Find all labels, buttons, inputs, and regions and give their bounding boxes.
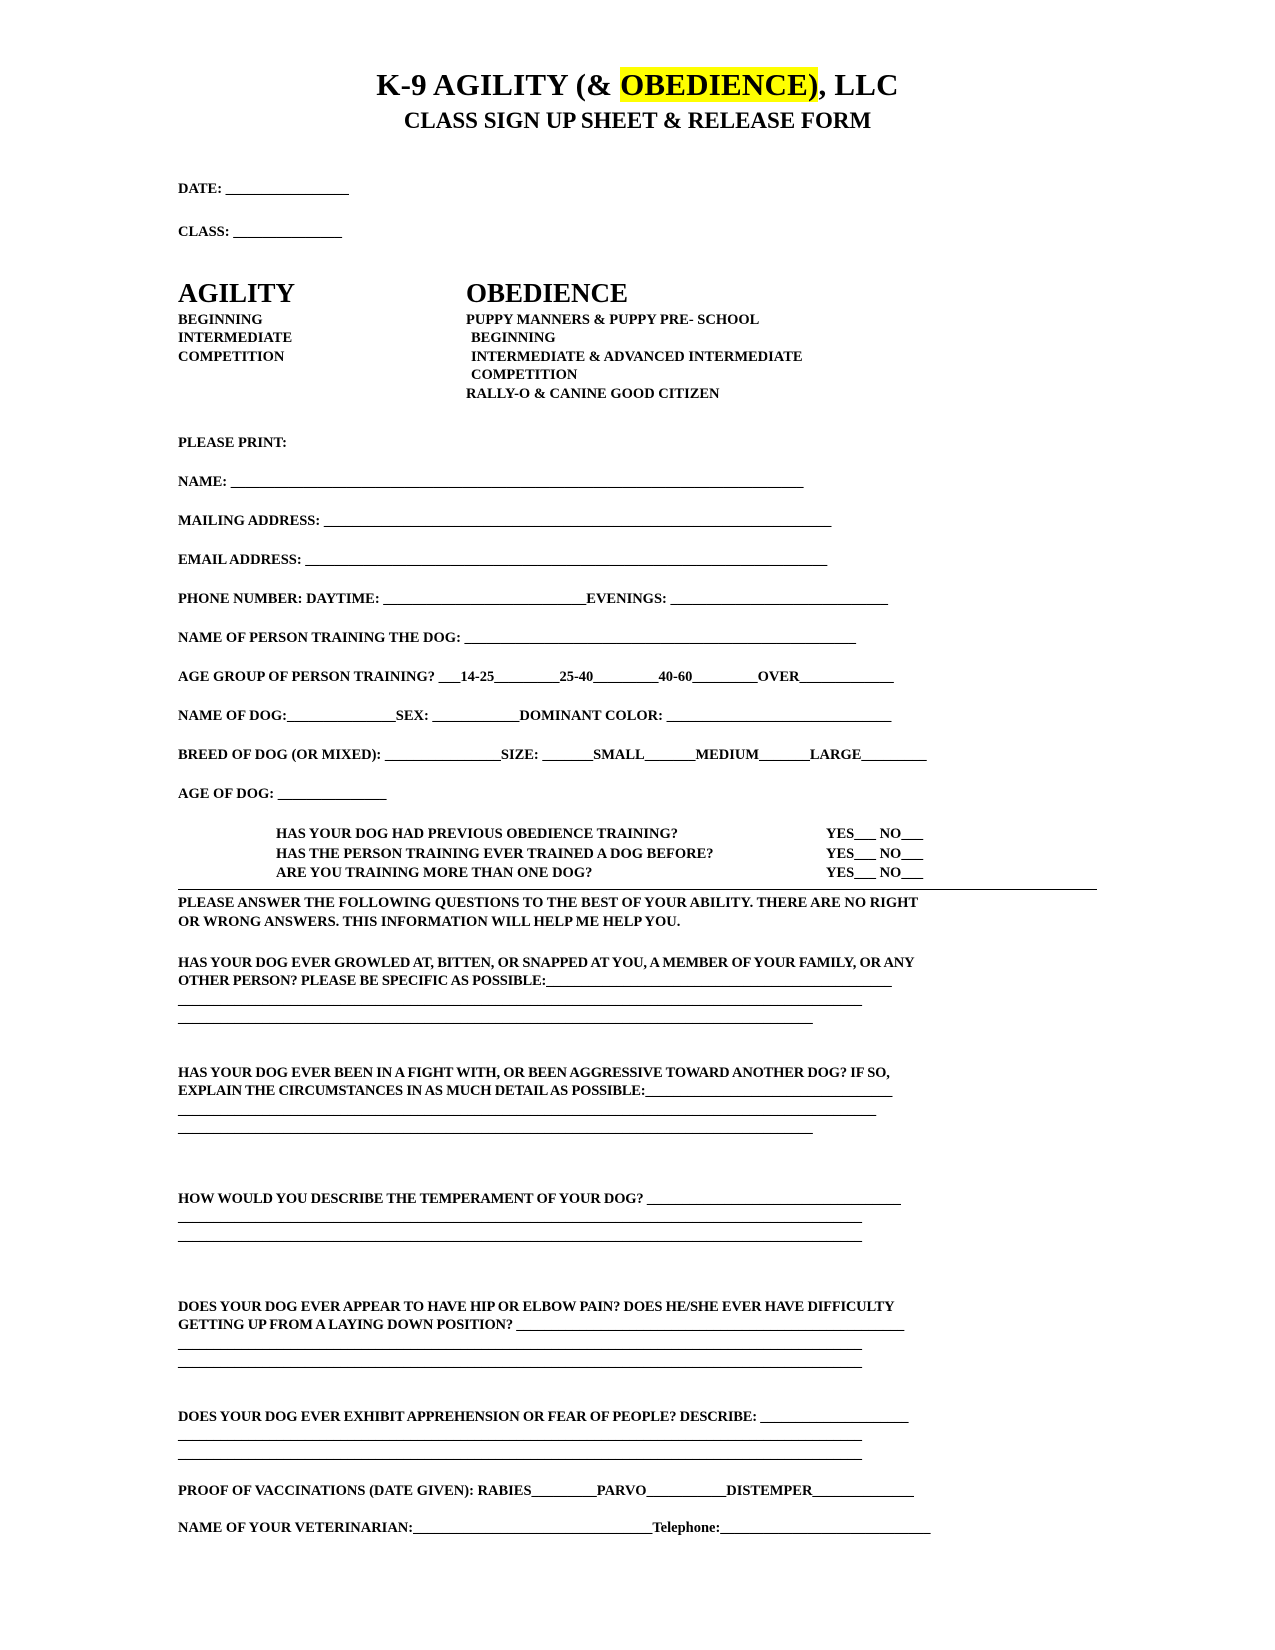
question-line: HAS YOUR DOG EVER GROWLED AT, BITTEN, OR SNAPPED AT YOU, A MEMBER OF YOUR FAMILY, OR ANY: [178, 954, 915, 971]
obedience-column: [466, 279, 1097, 403]
yes-no-question-text: HAS YOUR DOG HAD PREVIOUS OBEDIENCE TRAINING?: [276, 826, 679, 843]
dog-name-field[interactable]: NAME OF DOG:_______________SEX: ____________DOMINANT COLOR: _______________________________: [178, 708, 892, 725]
title-highlight: OBEDIENCE): [620, 67, 819, 102]
yes-no-row: [276, 864, 1097, 883]
obedience-heading: OBEDIENCE: [466, 278, 629, 309]
email-address-field[interactable]: EMAIL ADDRESS: ________________________________________________________________________: [178, 552, 828, 569]
question-line: EXPLAIN THE CIRCUMSTANCES IN AS MUCH DETAIL AS POSSIBLE:___________________________________: [178, 1083, 893, 1100]
answer-line[interactable]: _________________________________________________________________________________________________: [178, 991, 862, 1008]
agility-heading: AGILITY: [178, 278, 296, 309]
name-field[interactable]: NAME: _______________________________________________________________________________: [178, 474, 804, 491]
vaccinations-field[interactable]: PROOF OF VACCINATIONS (DATE GIVEN): RABIES_________PARVO___________DISTEMPER______________: [178, 1483, 914, 1500]
document-header: [178, 0, 1097, 133]
answer-line[interactable]: _________________________________________________________________________________________________: [178, 1445, 862, 1462]
yes-no-answer[interactable]: YES___ NO___: [826, 864, 924, 881]
page-title: [178, 68, 1097, 102]
agility-column: [178, 279, 466, 403]
agility-item[interactable]: COMPETITION: [178, 348, 285, 365]
obedience-item[interactable]: COMPETITION: [471, 367, 578, 384]
phone-number-field[interactable]: PHONE NUMBER: DAYTIME: ____________________________EVENINGS: ______________________________: [178, 591, 888, 608]
mailing-address-field[interactable]: MAILING ADDRESS: ______________________________________________________________________: [178, 513, 832, 530]
agility-item[interactable]: BEGINNING: [178, 311, 263, 328]
hip-elbow-pain-question[interactable]: [178, 1298, 1097, 1372]
class-options-columns: [178, 279, 1097, 403]
question-line: DOES YOUR DOG EVER EXHIBIT APPREHENSION OR FEAR OF PEOPLE? DESCRIBE: _____________________: [178, 1408, 909, 1425]
yes-no-question-block: [276, 825, 1097, 882]
answer-line[interactable]: _________________________________________________________________________________________________: [178, 1228, 862, 1244]
answer-line[interactable]: ___________________________________________________________________________________________________: [178, 1101, 876, 1118]
dog-fight-question[interactable]: [178, 1064, 1097, 1138]
question-line: HOW WOULD YOU DESCRIBE THE TEMPERAMENT OF YOUR DOG? ____________________________________: [178, 1190, 901, 1207]
question-line: DOES YOUR DOG EVER APPEAR TO HAVE HIP OR ELBOW PAIN? DOES HE/SHE EVER HAVE DIFFICULTY: [178, 1298, 895, 1315]
age-group-field[interactable]: AGE GROUP OF PERSON TRAINING? ___14-25_________25-40_________40-60_________OVER_____________: [178, 669, 894, 686]
agility-item[interactable]: INTERMEDIATE: [178, 330, 293, 347]
yes-no-row: [276, 825, 1097, 844]
obedience-list: [466, 311, 1097, 404]
instructions-paragraph: [178, 894, 1097, 932]
question-line: OTHER PERSON? PLEASE BE SPECIFIC AS POSSIBLE:_________________________________________________: [178, 973, 892, 990]
question-line: GETTING UP FROM A LAYING DOWN POSITION? _______________________________________________________: [178, 1317, 905, 1334]
obedience-item[interactable]: RALLY-O & CANINE GOOD CITIZEN: [466, 385, 720, 402]
yes-no-answer[interactable]: YES___ NO___: [826, 845, 924, 862]
please-print-label: PLEASE PRINT:: [178, 435, 287, 452]
yes-no-row: [276, 845, 1097, 864]
answer-line[interactable]: _________________________________________________________________________________________________: [178, 1335, 862, 1352]
obedience-item[interactable]: PUPPY MANNERS & PUPPY PRE- SCHOOL: [466, 311, 760, 328]
date-field[interactable]: DATE: _________________: [178, 181, 349, 198]
obedience-item[interactable]: INTERMEDIATE & ADVANCED INTERMEDIATE: [471, 348, 803, 365]
yes-no-question-text: ARE YOU TRAINING MORE THAN ONE DOG?: [276, 864, 593, 881]
answer-line[interactable]: _________________________________________________________________________________________________: [178, 1209, 862, 1226]
page-subtitle: CLASS SIGN UP SHEET & RELEASE FORM: [403, 108, 872, 134]
yes-no-question-text: HAS THE PERSON TRAINING EVER TRAINED A DOG BEFORE?: [276, 845, 714, 862]
instructions-line: PLEASE ANSWER THE FOLLOWING QUESTIONS TO THE BEST OF YOUR ABILITY. THERE ARE NO RIGHT: [178, 894, 919, 911]
title-part-1: K-9 AGILITY (&: [376, 67, 621, 102]
veterinarian-field[interactable]: NAME OF YOUR VETERINARIAN:_________________________________Telephone:_____________________________: [178, 1520, 931, 1537]
age-of-dog-field[interactable]: AGE OF DOG: _______________: [178, 786, 387, 803]
title-part-2: , LLC: [818, 67, 899, 102]
instructions-line: OR WRONG ANSWERS. THIS INFORMATION WILL HELP ME HELP YOU.: [178, 913, 681, 930]
fear-of-people-question[interactable]: [178, 1408, 1097, 1464]
answer-line[interactable]: __________________________________________________________________________________________: [178, 1010, 813, 1027]
agility-list: [178, 311, 466, 367]
answer-line[interactable]: _________________________________________________________________________________________________: [178, 1354, 862, 1371]
section-divider: [178, 889, 1097, 890]
yes-no-answer[interactable]: YES___ NO___: [826, 826, 924, 843]
growl-bite-question[interactable]: [178, 954, 1097, 1028]
answer-line[interactable]: __________________________________________________________________________________________: [178, 1120, 813, 1137]
obedience-item[interactable]: BEGINNING: [471, 330, 556, 347]
answer-line[interactable]: _________________________________________________________________________________________________: [178, 1427, 862, 1444]
trainer-name-field[interactable]: NAME OF PERSON TRAINING THE DOG: ______________________________________________________: [178, 630, 857, 647]
temperament-question[interactable]: [178, 1190, 1097, 1246]
class-field[interactable]: CLASS: _______________: [178, 224, 342, 241]
question-line: HAS YOUR DOG EVER BEEN IN A FIGHT WITH, OR BEEN AGGRESSIVE TOWARD ANOTHER DOG? IF SO,: [178, 1064, 890, 1081]
breed-of-dog-field[interactable]: BREED OF DOG (OR MIXED): ________________SIZE: _______SMALL_______MEDIUM_______LARGE_________: [178, 747, 927, 764]
